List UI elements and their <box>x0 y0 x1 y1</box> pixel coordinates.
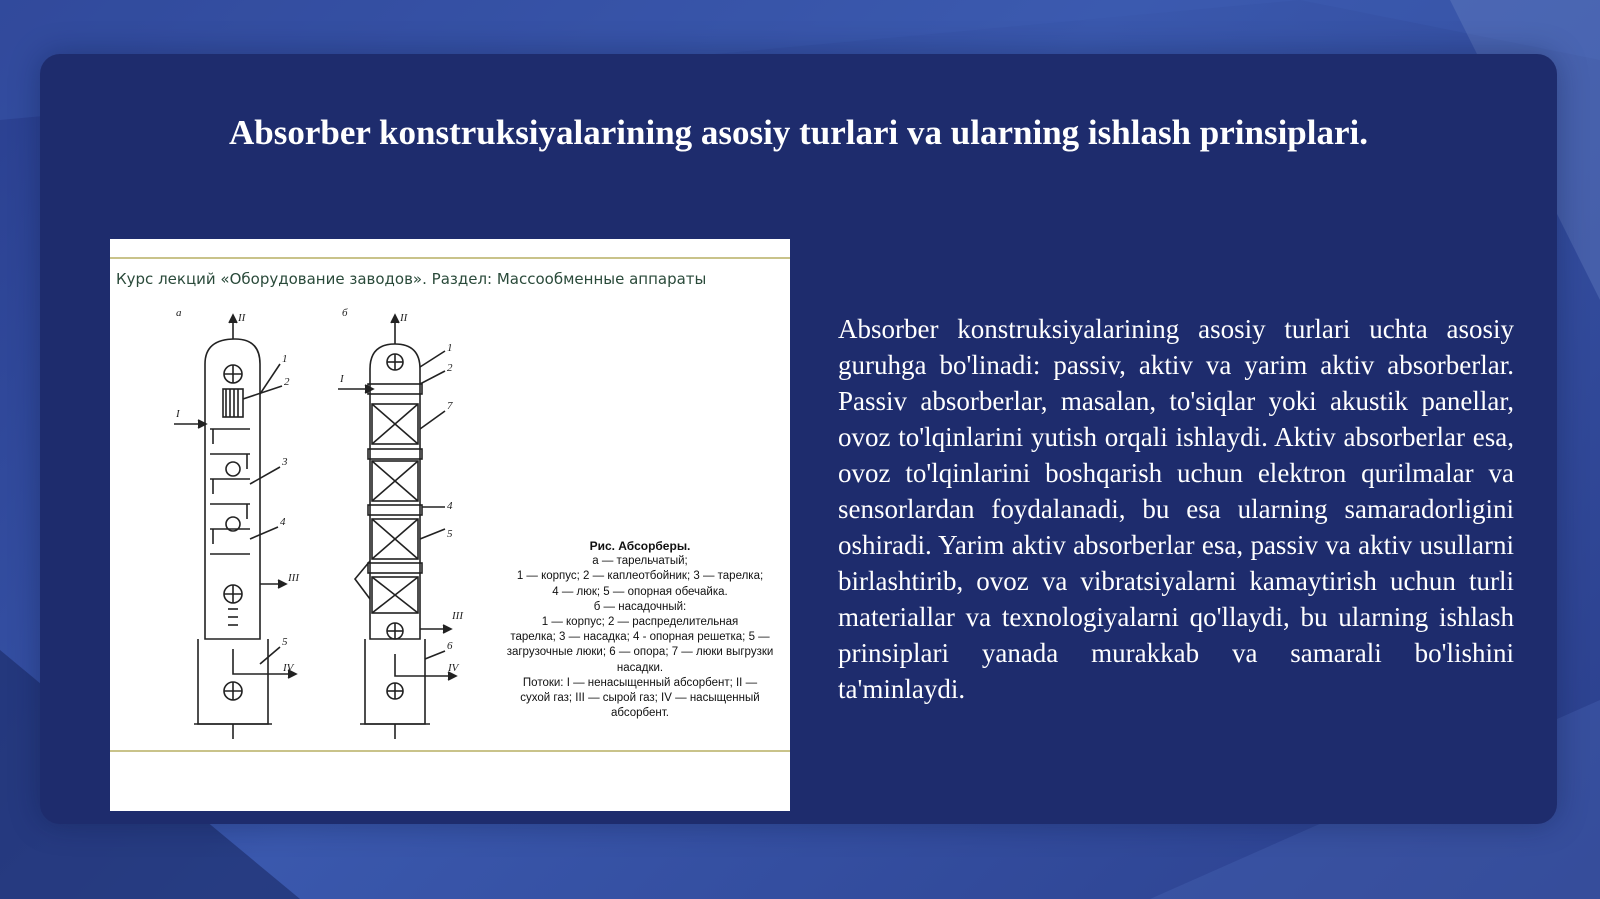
label-b-in1: I <box>340 373 344 385</box>
label-a-in1: I <box>176 408 180 420</box>
label-a-n3: 3 <box>282 456 288 468</box>
slide-body-text: Absorber konstruksiyalarining asosiy turlari uchta asosiy guruhga bo'linadi: passiv, aktiv va yarim aktiv absorberlar. Passiv absorberlar, masalan, to'siqlar yoki akustik panellar, ovoz to'lqinlarini yutish orqali ishlaydi. Aktiv absorberlar esa, ovoz to'lqinlarini boshqarish uchun elektron qurilmalar va sensorlardan foydalanadi, bu esa ularning samaradorligini oshiradi. Yarim aktiv absorberlar esa, passiv va aktiv usullarni birlashtirib, ovoz va vibratsiyalarni kamaytirish uchun turli materiallar va texnologiyalarni qo'llaydi, bu ularning ishlash prinsiplari yanada murakkab va samarali bo'lishini ta'minlaydi. <box>838 314 1514 704</box>
caption-line: 4 — люк; 5 — опорная обечайка. <box>552 585 728 598</box>
tray-absorber-drawing <box>174 315 296 739</box>
caption-line: загрузочные люки; 6 — опора; 7 — люки выгрузки <box>506 646 774 659</box>
label-a-n1: 1 <box>282 353 288 365</box>
figure-caption-title: Рис. Абсорберы. <box>589 539 691 553</box>
label-a-in3: III <box>288 572 299 584</box>
label-a-top: II <box>238 312 246 324</box>
figure-caption <box>490 539 790 721</box>
label-a-letter: а <box>176 307 182 319</box>
label-b-out4: IV <box>448 662 459 674</box>
label-a-n2: 2 <box>284 376 290 388</box>
caption-line: 1 — корпус; 2 — каплеотбойник; 3 — тарелка; <box>516 570 764 583</box>
label-b-n6: 6 <box>447 640 453 652</box>
label-b-top: II <box>400 312 408 324</box>
label-b-in3: III <box>452 610 463 622</box>
absorber-figure <box>110 239 790 811</box>
absorber-drawings <box>110 239 790 811</box>
label-a-out4: IV <box>283 662 294 674</box>
label-b-n4: 4 <box>447 500 453 512</box>
caption-line: 1 — корпус; 2 — распределительная <box>541 616 739 629</box>
packed-absorber-drawing <box>338 315 456 739</box>
label-a-n4: 4 <box>280 516 286 528</box>
caption-line: тарелка; 3 — насадка; 4 - опорная решетка; 5 — <box>510 631 770 644</box>
label-b-n2: 2 <box>447 362 453 374</box>
caption-line: насадки. <box>616 661 664 674</box>
figure-header: Курс лекций «Оборудование заводов». Раздел: Массообменные аппараты <box>116 270 707 288</box>
label-b-n5: 5 <box>447 528 453 540</box>
label-a-n5: 5 <box>282 636 288 648</box>
caption-line: абсорбент. <box>611 707 669 720</box>
caption-line: а — тарельчатый; <box>592 555 688 568</box>
label-b-n3: 7 <box>447 400 453 412</box>
slide-title: Absorber konstruksiyalarining asosiy turlari va ularning ishlash prinsiplari. <box>228 113 1369 152</box>
caption-line: сухой газ; III — сырой газ; IV — насыщенный <box>520 692 760 705</box>
caption-line: Потоки: I — ненасыщенный абсорбент; II — <box>522 676 758 689</box>
label-b-n1: 1 <box>447 342 453 354</box>
figure-bottom-rule <box>110 750 790 752</box>
label-b-letter: б <box>342 307 348 319</box>
caption-line: б — насадочный: <box>593 600 687 613</box>
